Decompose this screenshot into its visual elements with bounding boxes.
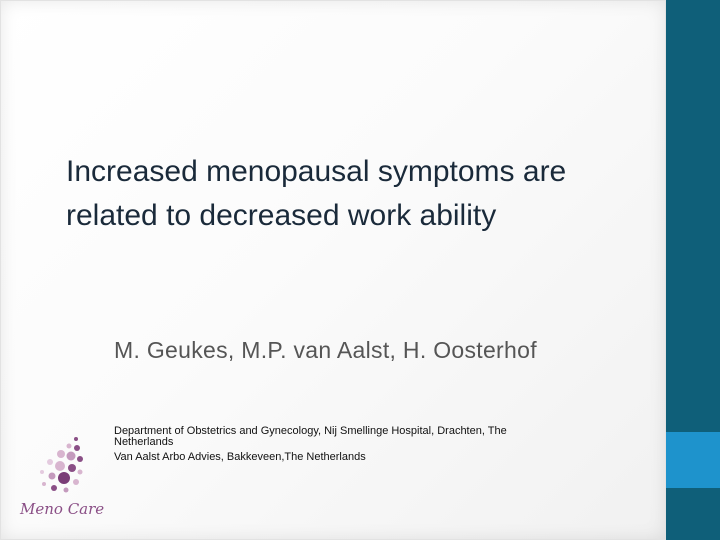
authors-text: M. Geukes, M.P. van Aalst, H. Oosterhof [114,337,537,363]
logo-dot [47,459,53,465]
logo-dot [57,450,65,458]
logo-dot [58,472,70,484]
slide-title: Increased menopausal symptoms are related to decreased work ability [66,155,567,232]
logo-dot [51,485,57,491]
affiliation-hospital: Department of Obstetrics and Gynecology, Nij Smellinge Hospital, Drachten, The Netherlands [114,425,507,448]
logo-dot [67,444,72,449]
affiliation-arbo: Van Aalst Arbo Advies, Bakkeveen,The Netherlands [114,451,366,463]
logo-dot [49,473,56,480]
logo-dot [78,470,83,475]
logo-dot [55,461,65,471]
logo-dot [74,437,78,441]
logo-dot [68,464,76,472]
logo-dot [40,470,44,474]
logo-dot [73,479,79,485]
logo-dot [74,445,80,451]
logo-dot [64,488,69,493]
logo-wordmark: Meno Care [20,500,105,518]
right-side-accent [666,432,720,488]
logo-dot [67,452,76,461]
logo-dot [77,456,83,462]
logo-dot [42,482,46,486]
